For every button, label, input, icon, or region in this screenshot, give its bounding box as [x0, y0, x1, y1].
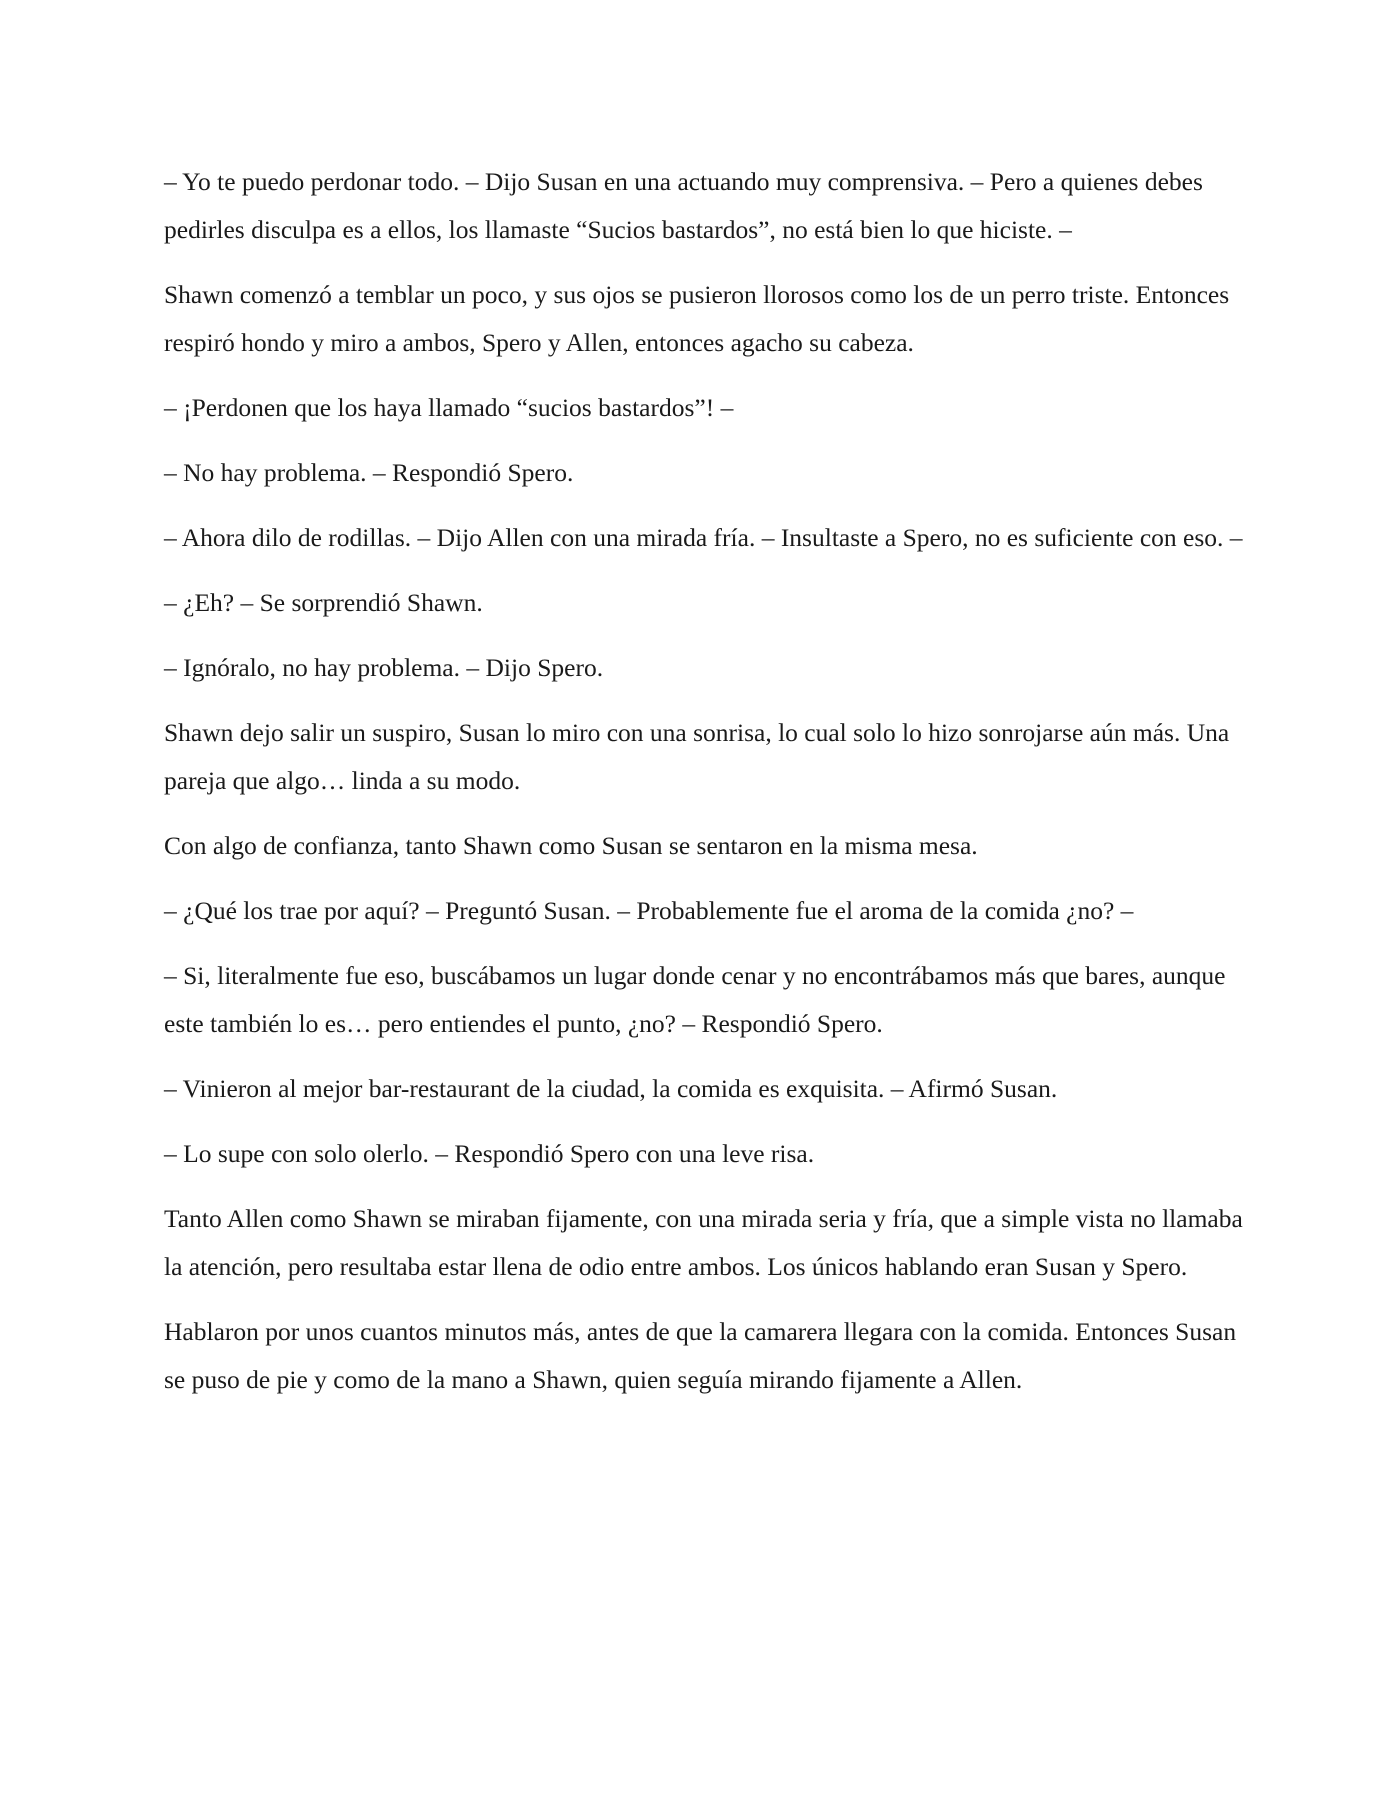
paragraph: Con algo de confianza, tanto Shawn como Susan se sentaron en la misma mesa. — [164, 831, 978, 860]
paragraph: Shawn comenzó a temblar un poco, y sus ojos se pusieron llorosos como los de un perro triste. Entonces respiró hondo y miro a ambos, Spero y Allen, entonces agacho su cabeza. — [164, 280, 1236, 357]
paragraph: – Si, literalmente fue eso, buscábamos un lugar donde cenar y no encontrábamos más que bares, aunque este también lo es… pero entiendes el punto, ¿no? – Respondió Spero. — [164, 961, 1232, 1038]
paragraph: – ¡Perdonen que los haya llamado “sucios bastardos”! – — [164, 393, 734, 422]
paragraph: – Vinieron al mejor bar-restaurant de la ciudad, la comida es exquisita. – Afirmó Susan. — [164, 1074, 1058, 1103]
paragraph: – Yo te puedo perdonar todo. – Dijo Susan en una actuando muy comprensiva. – Pero a quienes debes pedirles disculpa es a ellos, los llamaste “Sucios bastardos”, no está bien lo que hiciste. – — [164, 167, 1210, 244]
paragraph: – Ahora dilo de rodillas. – Dijo Allen con una mirada fría. – Insultaste a Spero, no es suficiente con eso. – — [164, 523, 1243, 552]
paragraph: – ¿Qué los trae por aquí? – Preguntó Susan. – Probablemente fue el aroma de la comida ¿no? – — [164, 896, 1134, 925]
paragraph: – No hay problema. – Respondió Spero. — [164, 458, 574, 487]
paragraph: Shawn dejo salir un suspiro, Susan lo miro con una sonrisa, lo cual solo lo hizo sonrojarse aún más. Una pareja que algo… linda a su modo. — [164, 718, 1236, 795]
document-body — [164, 158, 1250, 1421]
paragraph: – ¿Eh? – Se sorprendió Shawn. — [164, 588, 483, 617]
paragraph: Hablaron por unos cuantos minutos más, antes de que la camarera llegara con la comida. Entonces Susan se puso de pie y como de la mano a Shawn, quien seguía mirando fijamente a Allen. — [164, 1317, 1243, 1394]
paragraph: – Ignóralo, no hay problema. – Dijo Spero. — [164, 653, 604, 682]
paragraph: – Lo supe con solo olerlo. – Respondió Spero con una leve risa. — [164, 1139, 815, 1168]
paragraph: Tanto Allen como Shawn se miraban fijamente, con una mirada seria y fría, que a simple vista no llamaba la atención, pero resultaba estar llena de odio entre ambos. Los únicos hablando eran Susan y Spero. — [164, 1204, 1250, 1281]
